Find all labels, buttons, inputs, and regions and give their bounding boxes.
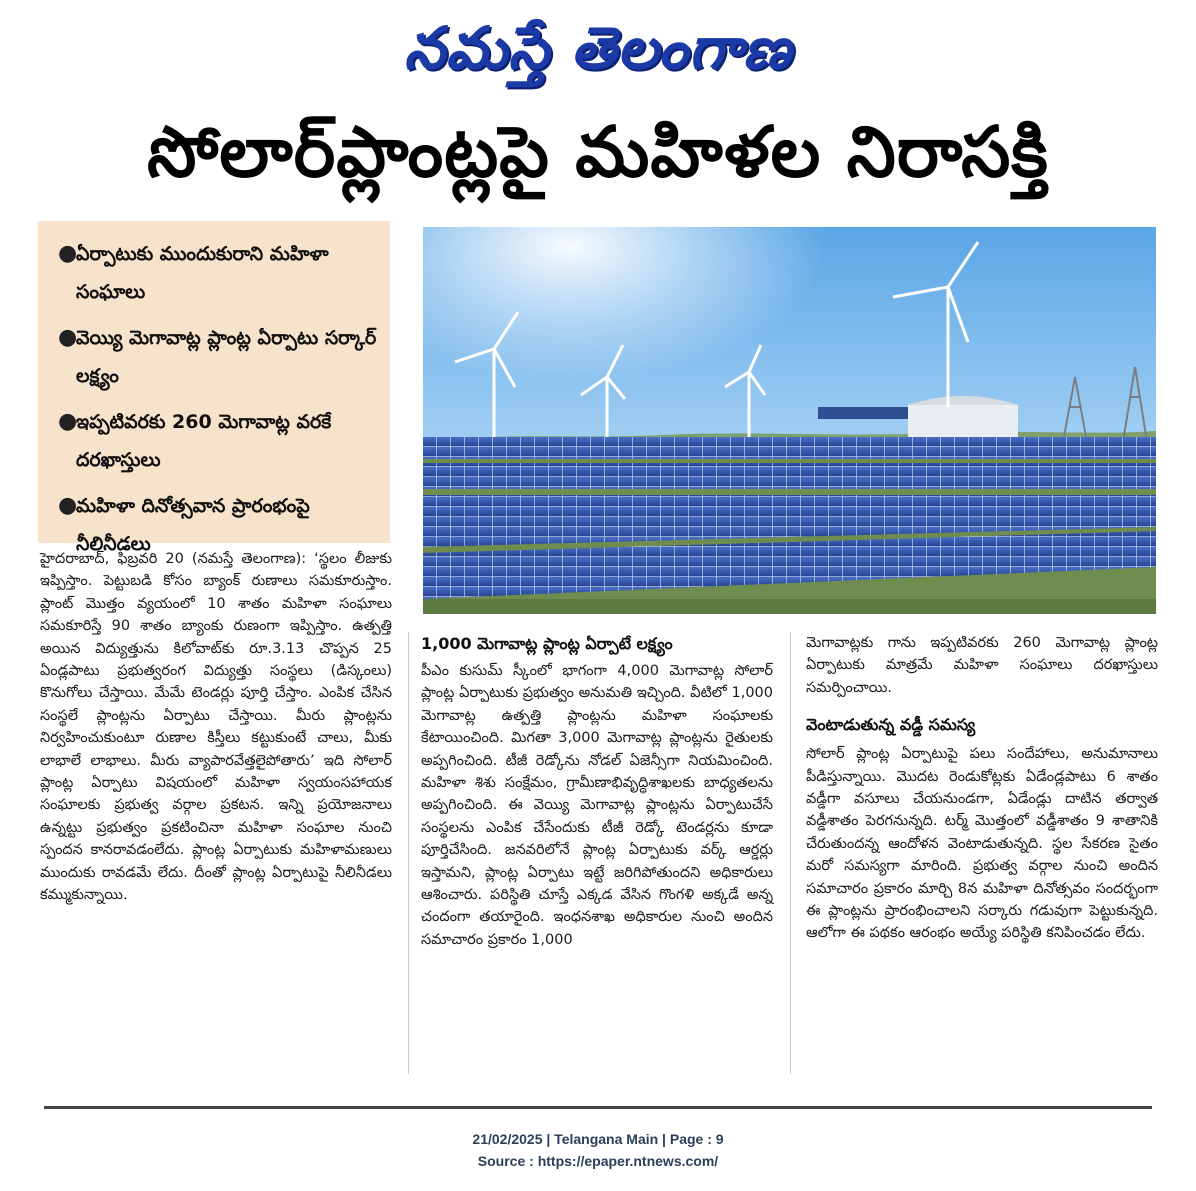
- article-column-2: [421, 632, 773, 951]
- column-divider: [408, 632, 409, 1074]
- bullet-icon: ●: [58, 325, 78, 350]
- article-paragraph: సోలార్‌ ప్లాంట్ల ఏర్పాటుపై పలు సందేహాలు, అనుమానాలు పీడిస్తున్నాయి. మొదట రెండుకోట్లకు ఏడేండ్లపాటు 6 శాతం వడ్డీగా వసూలు చేయనుండగా, ఏడేండ్లు దాటిన తర్వాత వడ్డీశాతం పెరగనున్నది. టర్మ్‌ మొత్తంలో వడ్డీశాతం 9 శాతానికి చేరుతుందన్న ఆందోళన వెంటాడుతున్నది. స్థల సేకరణ సైతం మరో సమస్యగా మారింది. ప్రభుత్వ వర్గాల నుంచి అందిన సమాచారం ప్రకారం మార్చి 8న మహిళా దినోత్సవం సందర్భంగా ఈ ప్లాంట్లను ప్రారంభించాలని సర్కారు గడువుగా పెట్టుకున్నది. ఆలోగా ఈ పథకం ఆరంభం అయ్యే పరిస్థితి కనిపించడం లేదు.: [806, 746, 1158, 942]
- bullet-icon: ●: [58, 409, 78, 434]
- bullet-icon: ●: [58, 241, 78, 266]
- footer-date-page: 21/02/2025 | Telangana Main | Page : 9: [472, 1131, 724, 1147]
- footer-source-link[interactable]: Source : https://epaper.ntnews.com/: [477, 1153, 719, 1169]
- column-divider: [790, 632, 791, 1074]
- highlight-text: ఏర్పాటుకు ముందుకురాని మహిళా సంఘాలు: [76, 243, 329, 303]
- headline: సోలార్‌ప్లాంట్లపై మహిళల నిరాసక్తి: [147, 111, 1049, 193]
- article-paragraph: హైదరాబాద్‌, ఫిబ్రవరి 20 (నమస్తే తెలంగాణ): ‘స్థలం లీజుకు ఇప్పిస్తాం. పెట్టుబడి కోసం బ్యాంక్‌ రుణాలు సమకూరుస్తాం. ప్లాంట్‌ మొత్తం వ్యయంలో 10 శాతం మహిళా సంఘాలు సమకూరిస్తే 90 శాతం బ్యాంకు రుణంగా ఇప్పిస్తాం. ఉత్పత్తి అయిన విద్యుత్తును కిలోవాట్‌కు రూ.3.13 చొప్పన 25 ఏండ్లపాటు ప్రభుత్వరంగ విద్యుత్తు సంస్థలు (డిస్కంలు) కొనుగోలు చేస్తాయి. మేమే టెండర్లు పూర్తి చేస్తాం. ఎంపిక చేసిన సంస్థలే ప్లాంట్లను ఏర్పాటు చేస్తాయి. మీరు ప్లాంట్లను నిర్వహించుకుంటూ రుణాల కిస్తీలు కట్టుకుంటే చాలు, మీకు లాభాలే లాభాలు. మీరు వ్యాపారవేత్తలైపోతారు’ ఇది సోలార్‌ ప్లాంట్ల ఏర్పాటు విషయంలో మహిళా స్వయంసహాయక సంఘాలకు ప్రభుత్వ వర్గాల ప్రకటన. ఇన్ని ప్రయోజనాలు ఉన్నట్టు ప్రభుత్వం ప్రకటించినా మహిళా సంఘాల నుంచి స్పందన కానరావడంలేదు. ప్లాంట్ల ఏర్పాటుకు మహిళామణులు ముందుకు రావడమే లేదు. దీంతో ప్లాంట్ల ఏర్పాటుపై నీలినీడలు కమ్ముకున్నాయి.: [40, 551, 392, 904]
- solar-farm-photo: [423, 227, 1156, 614]
- article-column-3: [806, 632, 1158, 945]
- solar-farm-illustration: [423, 227, 1156, 614]
- highlight-item: [58, 235, 380, 311]
- article-paragraph: పీఎం కుసుమ్‌ స్కీంలో భాగంగా 4,000 మెగావాట్ల సోలార్‌ ప్లాంట్ల ఏర్పాటుకు ప్రభుత్వం అనుమతి ఇచ్చింది. వీటిలో 1,000 మెగావాట్ల ఉత్పత్తి ప్లాంట్లను మహిళా సంఘాలకు కేటాయించింది. మిగతా 3,000 మెగావాట్ల ప్లాంట్లను రైతులకు అప్పగించింది. టీజీ రెడ్కోను నోడల్‌ ఏజెన్సీగా నియమించింది. మహిళా శిశు సంక్షేమం, గ్రామీణాభివృద్ధిశాఖలకు బాధ్యతలను అప్పగించింది. ఈ వెయ్యి మెగావాట్ల ప్లాంట్లను ఏర్పాటుచేసే సంస్థలను ఎంపిక చేసేందుకు టీజీ రెడ్కో టెండర్లను కూడా పూర్తిచేసింది. జనవరిలోనే ప్లాంట్ల ఏర్పాటుకు వర్క్‌ ఆర్డర్లు ఇస్తామని, ప్లాంట్ల ఏర్పాటు ఇట్టే జరిగిపోతుందని అధికారులు ఆశించారు. పరిస్థితి చూస్తే ఎక్కడ వేసిన గొంగళి అక్కడే అన్న చందంగా తయారైంది. ఇంధనశాఖ అధికారుల నుంచి అందిన సమాచారం ప్రకారం 1,000: [421, 663, 773, 948]
- newspaper-logo: నమస్తే తెలంగాణ: [404, 14, 792, 82]
- bullet-icon: ●: [58, 493, 78, 518]
- article-column-1: [40, 548, 392, 907]
- footer: [0, 1128, 1196, 1172]
- highlights-box: [38, 221, 390, 555]
- section-heading: 1,000 మెగావాట్ల ప్లాంట్ల ఏర్పాటే లక్ష్యం: [421, 634, 673, 653]
- highlight-text: ఇప్పటివరకు 260 మెగావాట్ల వరకే దరఖాస్తులు: [76, 411, 332, 471]
- highlight-text: మహిళా దినోత్సవాన ప్రారంభంపై నీలినీడలు: [76, 495, 310, 555]
- footer-rule: [44, 1106, 1152, 1109]
- highlight-item: [58, 403, 380, 479]
- highlight-item: [58, 319, 380, 395]
- highlight-text: వెయ్యి మెగావాట్ల ప్లాంట్ల ఏర్పాటు సర్కార్‌ లక్ష్యం: [76, 327, 377, 387]
- section-heading: వెంటాడుతున్న వడ్డీ సమస్య: [806, 715, 976, 735]
- article-paragraph: మెగావాట్లకు గాను ఇప్పటివరకు 260 మెగావాట్ల ప్లాంట్ల ఏర్పాటుకు మాత్రమే మహిళా సంఘాలు దరఖాస్తులు సమర్పించాయి.: [806, 635, 1158, 696]
- masthead: [0, 8, 1196, 88]
